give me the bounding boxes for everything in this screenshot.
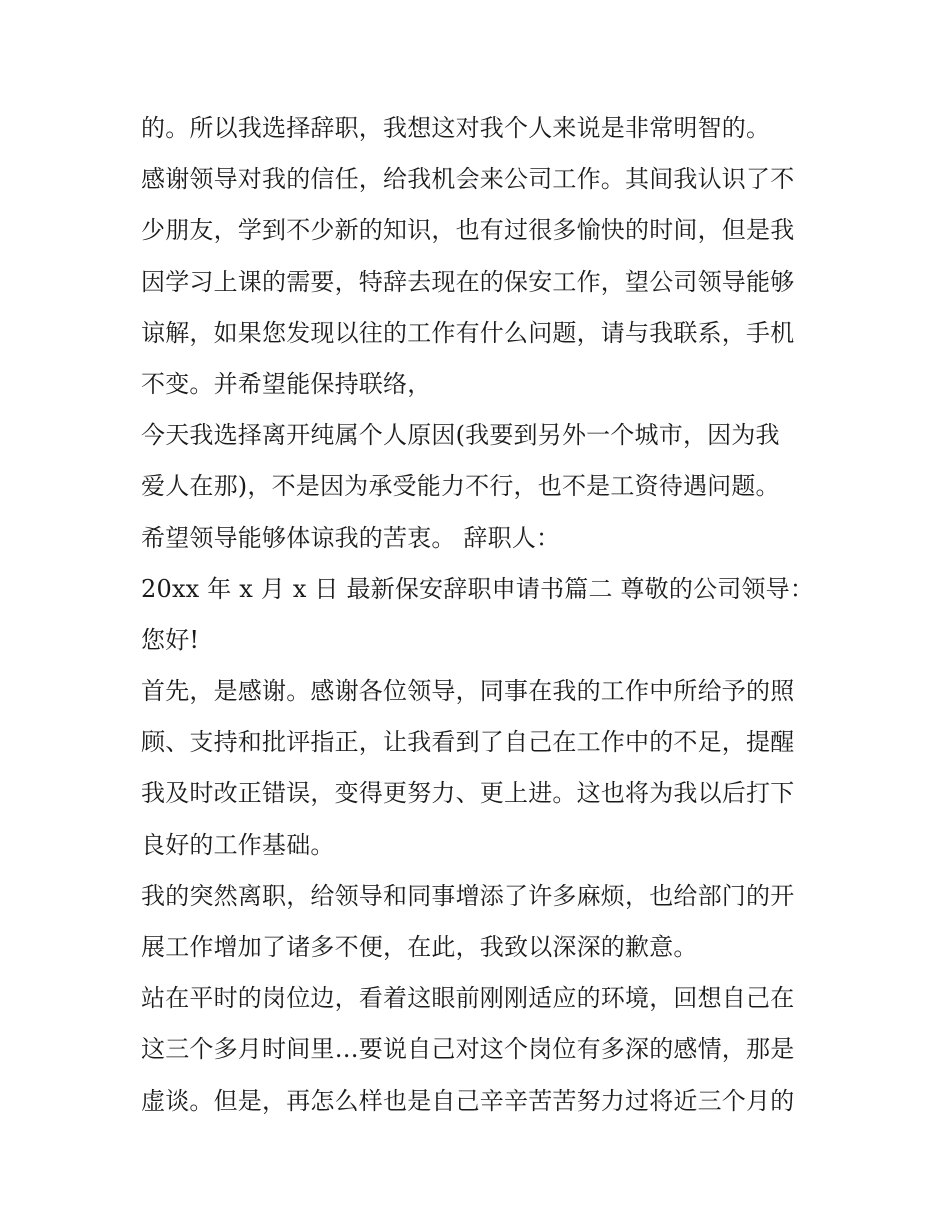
- text-line: 虚谈。但是，再怎么样也是自己辛辛苦苦努力过将近三个月的: [141, 1086, 795, 1115]
- text-line: 我及时改正错误，变得更努力、更上进。这也将为我以后打下: [141, 779, 795, 808]
- text-line: 20xx 年 x 月 x 日 最新保安辞职申请书篇二 尊敬的公司领导：: [141, 574, 815, 603]
- document-body: [141, 103, 821, 1127]
- text-line: 谅解，如果您发现以往的工作有什么问题，请与我联系，手机: [141, 318, 795, 347]
- text-line: 展工作增加了诸多不便，在此，我致以深深的歉意。: [141, 933, 698, 961]
- text-line: 不变。并希望能保持联络，: [141, 369, 432, 398]
- text-line: 良好的工作基础。: [141, 830, 335, 859]
- text-line: 希望领导能够体谅我的苦衷。 辞职人：: [141, 523, 561, 552]
- text-line: 爱人在那)，不是因为承受能力不行，也不是工资待遇问题。: [141, 472, 780, 501]
- text-line: 今天我选择离开纯属个人原因(我要到另外一个城市，因为我: [141, 421, 780, 450]
- text-line: 的。所以我选择辞职，我想这对我个人来说是非常明智的。: [141, 114, 771, 142]
- text-line: 顾、支持和批评指正，让我看到了自己在工作中的不足，提醒: [141, 728, 795, 757]
- text-line: 我的突然离职，给领导和同事增添了许多麻烦，也给部门的开: [141, 881, 795, 910]
- text-line: 首先，是感谢。感谢各位领导，同事在我的工作中所给予的照: [141, 677, 795, 706]
- text-line: 您好!: [141, 625, 200, 654]
- text-line: 因学习上课的需要，特辞去现在的保安工作，望公司领导能够: [141, 267, 795, 296]
- text-line: 这三个多月时间里…要说自己对这个岗位有多深的感情，那是: [141, 1035, 795, 1064]
- text-line: 感谢领导对我的信任，给我机会来公司工作。其间我认识了不: [141, 165, 795, 194]
- text-line: 少朋友，学到不少新的知识，也有过很多愉快的时间，但是我: [141, 216, 795, 245]
- text-line: 站在平时的岗位边，看着这眼前刚刚适应的环境，回想自己在: [141, 984, 795, 1013]
